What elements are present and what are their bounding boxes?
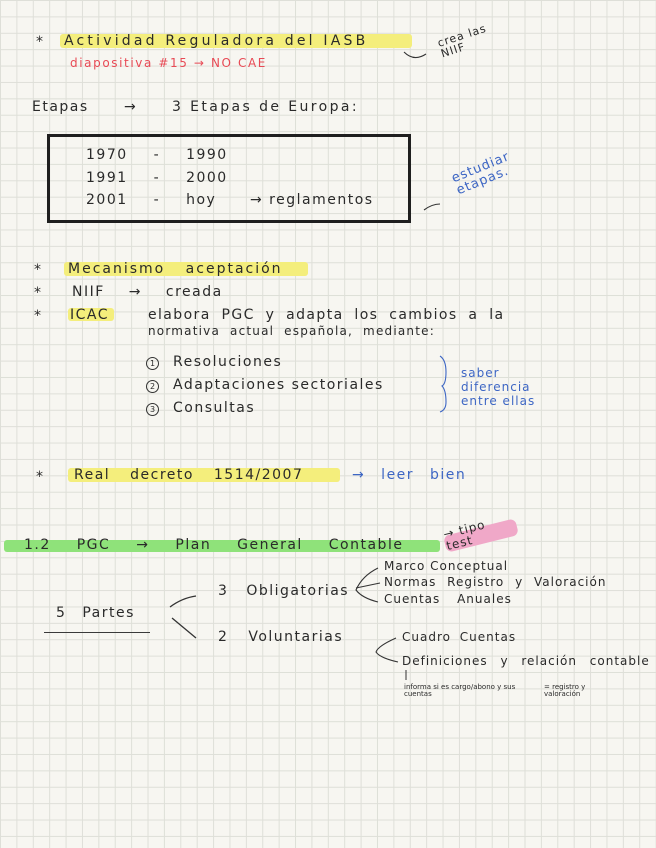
side-note-niif: crea las NIIF bbox=[435, 21, 489, 61]
icac-label: ICAC bbox=[70, 307, 110, 323]
brace-mecanismo bbox=[440, 356, 446, 412]
partes-label: 5 Partes bbox=[56, 605, 135, 621]
voluntarias-label: 2 Voluntarias bbox=[218, 629, 344, 645]
footnote-cargo-abono: informa si es cargo/abono y sus cuentas bbox=[404, 683, 516, 699]
note-leer-bien: → leer bien bbox=[352, 467, 467, 483]
bullet: * bbox=[34, 285, 43, 301]
arrow-estudiar bbox=[424, 204, 440, 210]
bullet: * bbox=[36, 34, 45, 50]
note-diapositiva: diapositiva #15 → NO CAE bbox=[70, 56, 267, 70]
obligatorias-label: 3 Obligatorias bbox=[218, 583, 350, 599]
label-etapas: Etapas bbox=[32, 99, 89, 115]
etapas-description: 3 Etapas de Europa: bbox=[172, 99, 359, 115]
section-title-iasb: Actividad Reguladora del IASB bbox=[64, 33, 369, 49]
etapa-row-3: 2001 - hoy bbox=[86, 192, 217, 208]
item-label: Adaptaciones sectoriales bbox=[173, 377, 384, 393]
arrow-niif bbox=[404, 52, 426, 58]
icac-line-1: elabora PGC y adapta los cambios a la bbox=[148, 307, 505, 323]
real-decreto-title: Real decreto 1514/2007 bbox=[74, 467, 304, 483]
arrow: → bbox=[124, 99, 138, 115]
item-label: Resoluciones bbox=[173, 354, 283, 370]
side-note-line-1: saber bbox=[461, 366, 500, 380]
niif-line: NIIF → creada bbox=[72, 284, 223, 300]
voluntarias-item-2: Definiciones y relación contable bbox=[402, 654, 650, 668]
bullet: * bbox=[34, 262, 43, 278]
obligatorias-item-3: Cuentas Anuales bbox=[384, 592, 512, 606]
etapa-row-1: 1970 - 1990 bbox=[86, 147, 228, 163]
brace-voluntarias bbox=[376, 638, 398, 662]
side-note-line-3: entre ellas bbox=[461, 394, 536, 408]
tag-tipo-test: → tipo test bbox=[441, 517, 487, 554]
icac-line-2: normativa actual española, mediante: bbox=[148, 324, 435, 338]
etapa-row-3-note: → reglamentos bbox=[250, 192, 374, 208]
side-note-estudiar: estudiar etapas. bbox=[449, 149, 512, 199]
voluntarias-item-1: Cuadro Cuentas bbox=[402, 630, 517, 644]
brace-obligatorias bbox=[356, 568, 378, 602]
bullet: * bbox=[36, 469, 45, 485]
number-circle: 2 bbox=[146, 380, 159, 393]
bracket-to-voluntarias bbox=[172, 618, 196, 638]
obligatorias-item-2: Normas Registro y Valoración bbox=[384, 575, 607, 589]
bullet: * bbox=[34, 308, 43, 324]
mecanismo-title: Mecanismo aceptación bbox=[68, 261, 283, 277]
side-note-line-2: diferencia bbox=[461, 380, 531, 394]
obligatorias-item-1: Marco Conceptual bbox=[384, 559, 509, 573]
etapa-row-2: 1991 - 2000 bbox=[86, 170, 228, 186]
pgc-heading: 1.2 PGC → Plan General Contable bbox=[24, 537, 404, 553]
number-circle: 3 bbox=[146, 403, 159, 416]
item-label: Consultas bbox=[173, 400, 256, 416]
footnote-registro: = registro y valoración bbox=[544, 683, 586, 699]
bracket-to-obligatorias bbox=[170, 596, 196, 607]
number-circle: 1 bbox=[146, 357, 159, 370]
